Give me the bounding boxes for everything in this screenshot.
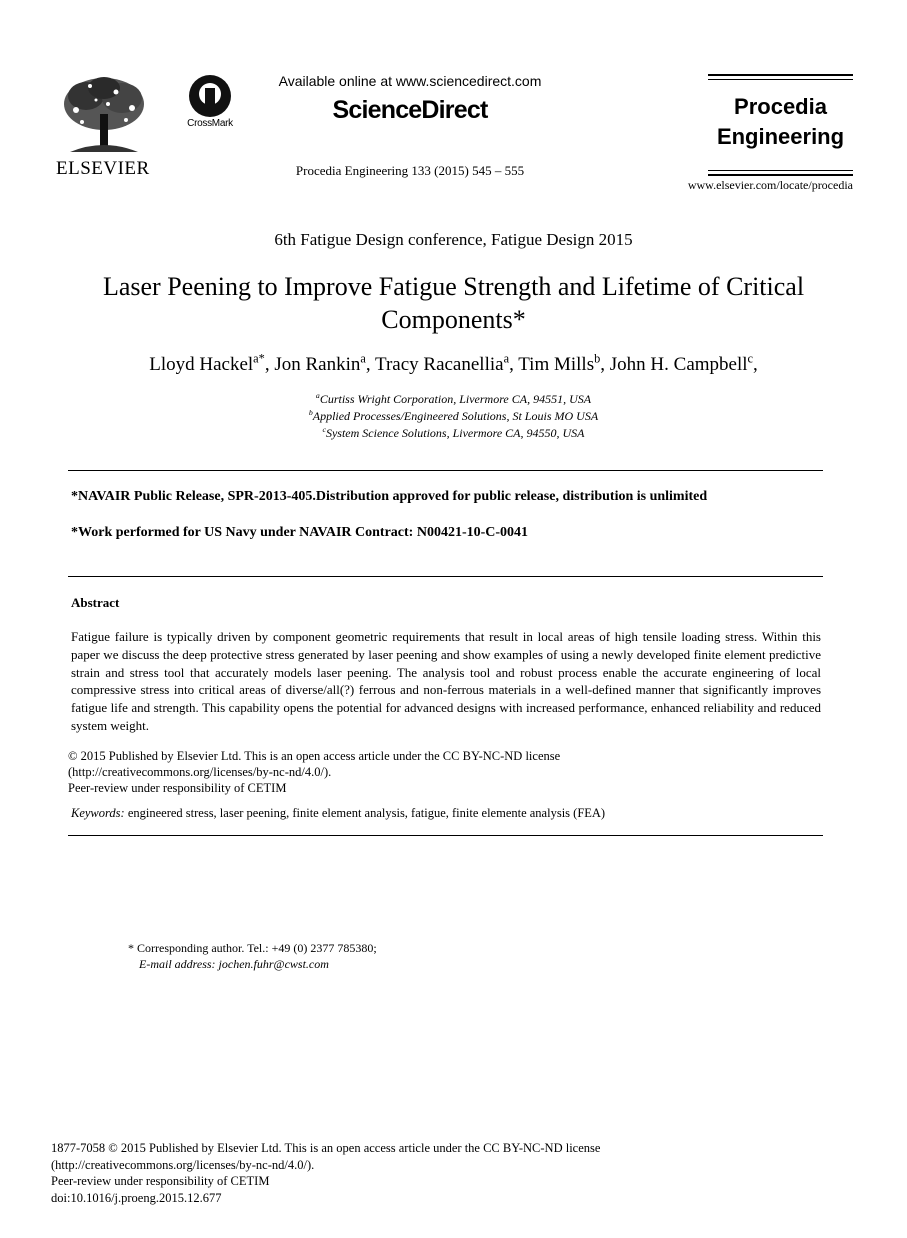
elsevier-tree-icon: [56, 74, 152, 158]
elsevier-wordmark: ELSEVIER: [56, 158, 150, 179]
banner-rule-bottom-2: [708, 174, 853, 176]
paper-title-line1: Laser Peening to Improve Fatigue Strength and Lifetime of Critical: [102, 272, 805, 301]
corresponding-author: [128, 940, 628, 972]
paper-title: [40, 270, 867, 336]
footer-license-link[interactable]: (http://creativecommons.org/licenses/by-nc-nd/4.0/).: [51, 1157, 315, 1172]
page-footer: [51, 1140, 811, 1206]
crossmark-icon: [188, 74, 232, 118]
journal-url[interactable]: www.elsevier.com/locate/procedia: [687, 178, 853, 192]
affiliation: $^c$System Science Solutions, Livermore CA, 94550, USA: [322, 425, 585, 440]
banner-rule-top-2: [708, 79, 853, 80]
affiliation: $^a$Curtiss Wright Corporation, Livermore CA, 94551, USA: [315, 391, 592, 406]
available-online: Available online at www.sciencedirect.com: [278, 73, 542, 89]
copyright-line: © 2015 Published by Elsevier Ltd. This is an open access article under the CC BY-NC-ND license: [68, 749, 561, 763]
divider: [68, 576, 823, 577]
author-list: [0, 351, 907, 376]
abstract-heading: Abstract: [71, 595, 120, 610]
author: Tracy Racanellia$^a$,: [375, 351, 519, 375]
keywords-label: Keywords:: [71, 806, 125, 820]
journal-title-line1: Procedia: [734, 94, 827, 119]
sciencedirect-wordmark[interactable]: ScienceDirect: [332, 96, 488, 124]
journal-citation: Procedia Engineering 133 (2015) 545 – 555: [295, 163, 525, 178]
abstract-body: Fatigue failure is typically driven by component geometric requirements that result in local areas of high tensile loading stress. Within this paper we discuss the deep protective stress generated by laser peening and show examples of using a newly developed finite element predictive strain and stress tool that accurately models laser peening. The analysis tool and robust process enable the accurate engineering of local compressive stress into critical areas of diverse/all(?) ferrous and non-ferrous materials in a well-defined manner that significantly improves fatigue life and strength. This capability opens the potential for advanced designs with increased performance, enhanced reliability and reduced system weight.: [71, 629, 821, 733]
footer-doi[interactable]: doi:10.1016/j.proeng.2015.12.677: [51, 1190, 222, 1205]
journal-banner: [708, 74, 853, 178]
peer-review-note: Peer-review under responsibility of CETIM: [68, 781, 287, 795]
email-label: E-mail address:: [139, 957, 216, 971]
corresponding-tel: * Corresponding author. Tel.: +49 (0) 2377 785380;: [128, 941, 377, 955]
license-link[interactable]: (http://creativecommons.org/licenses/by-nc-nd/4.0/).: [68, 765, 332, 779]
conference-name: 6th Fatigue Design conference, Fatigue Design 2015: [274, 230, 633, 249]
email-address[interactable]: jochen.fuhr@cwst.com: [215, 957, 329, 971]
paper-title-line2: Components*: [381, 305, 526, 334]
affiliations: [0, 391, 907, 442]
author: John H. Campbell$^c$,: [609, 351, 758, 375]
release-note: *NAVAIR Public Release, SPR-2013-405.Distribution approved for public release, distribution is unlimited: [71, 489, 708, 504]
author: Tim Mills$^b$,: [518, 351, 610, 375]
crossmark-label: CrossMark: [187, 118, 233, 129]
contract-note: *Work performed for US Navy under NAVAIR Contract: N00421-10-C-0041: [71, 525, 529, 540]
divider: [68, 470, 823, 471]
footer-peer-review: Peer-review under responsibility of CETIM: [51, 1174, 270, 1188]
divider: [68, 835, 823, 836]
affiliation: $^b$Applied Processes/Engineered Solutions, St Louis MO USA: [308, 408, 599, 423]
crossmark-logo[interactable]: [182, 74, 240, 134]
copyright-block: [68, 748, 828, 796]
keywords-text: engineered stress, laser peening, finite element analysis, fatigue, finite elemente analysis (FEA): [124, 806, 606, 820]
author: Lloyd Hackel$^{a*}$,: [149, 351, 275, 375]
banner-rule-bottom: [708, 170, 853, 171]
journal-title-line2: Engineering: [716, 124, 845, 149]
corresponding-email: [128, 956, 628, 972]
footer-issn-license: 1877-7058 © 2015 Published by Elsevier Ltd. This is an open access article under the CC BY-NC-ND license: [51, 1141, 601, 1155]
elsevier-logo: [52, 74, 152, 180]
keywords: [71, 806, 831, 821]
banner-rule-top: [708, 74, 853, 76]
author: Jon Rankin$^a$,: [274, 351, 376, 375]
